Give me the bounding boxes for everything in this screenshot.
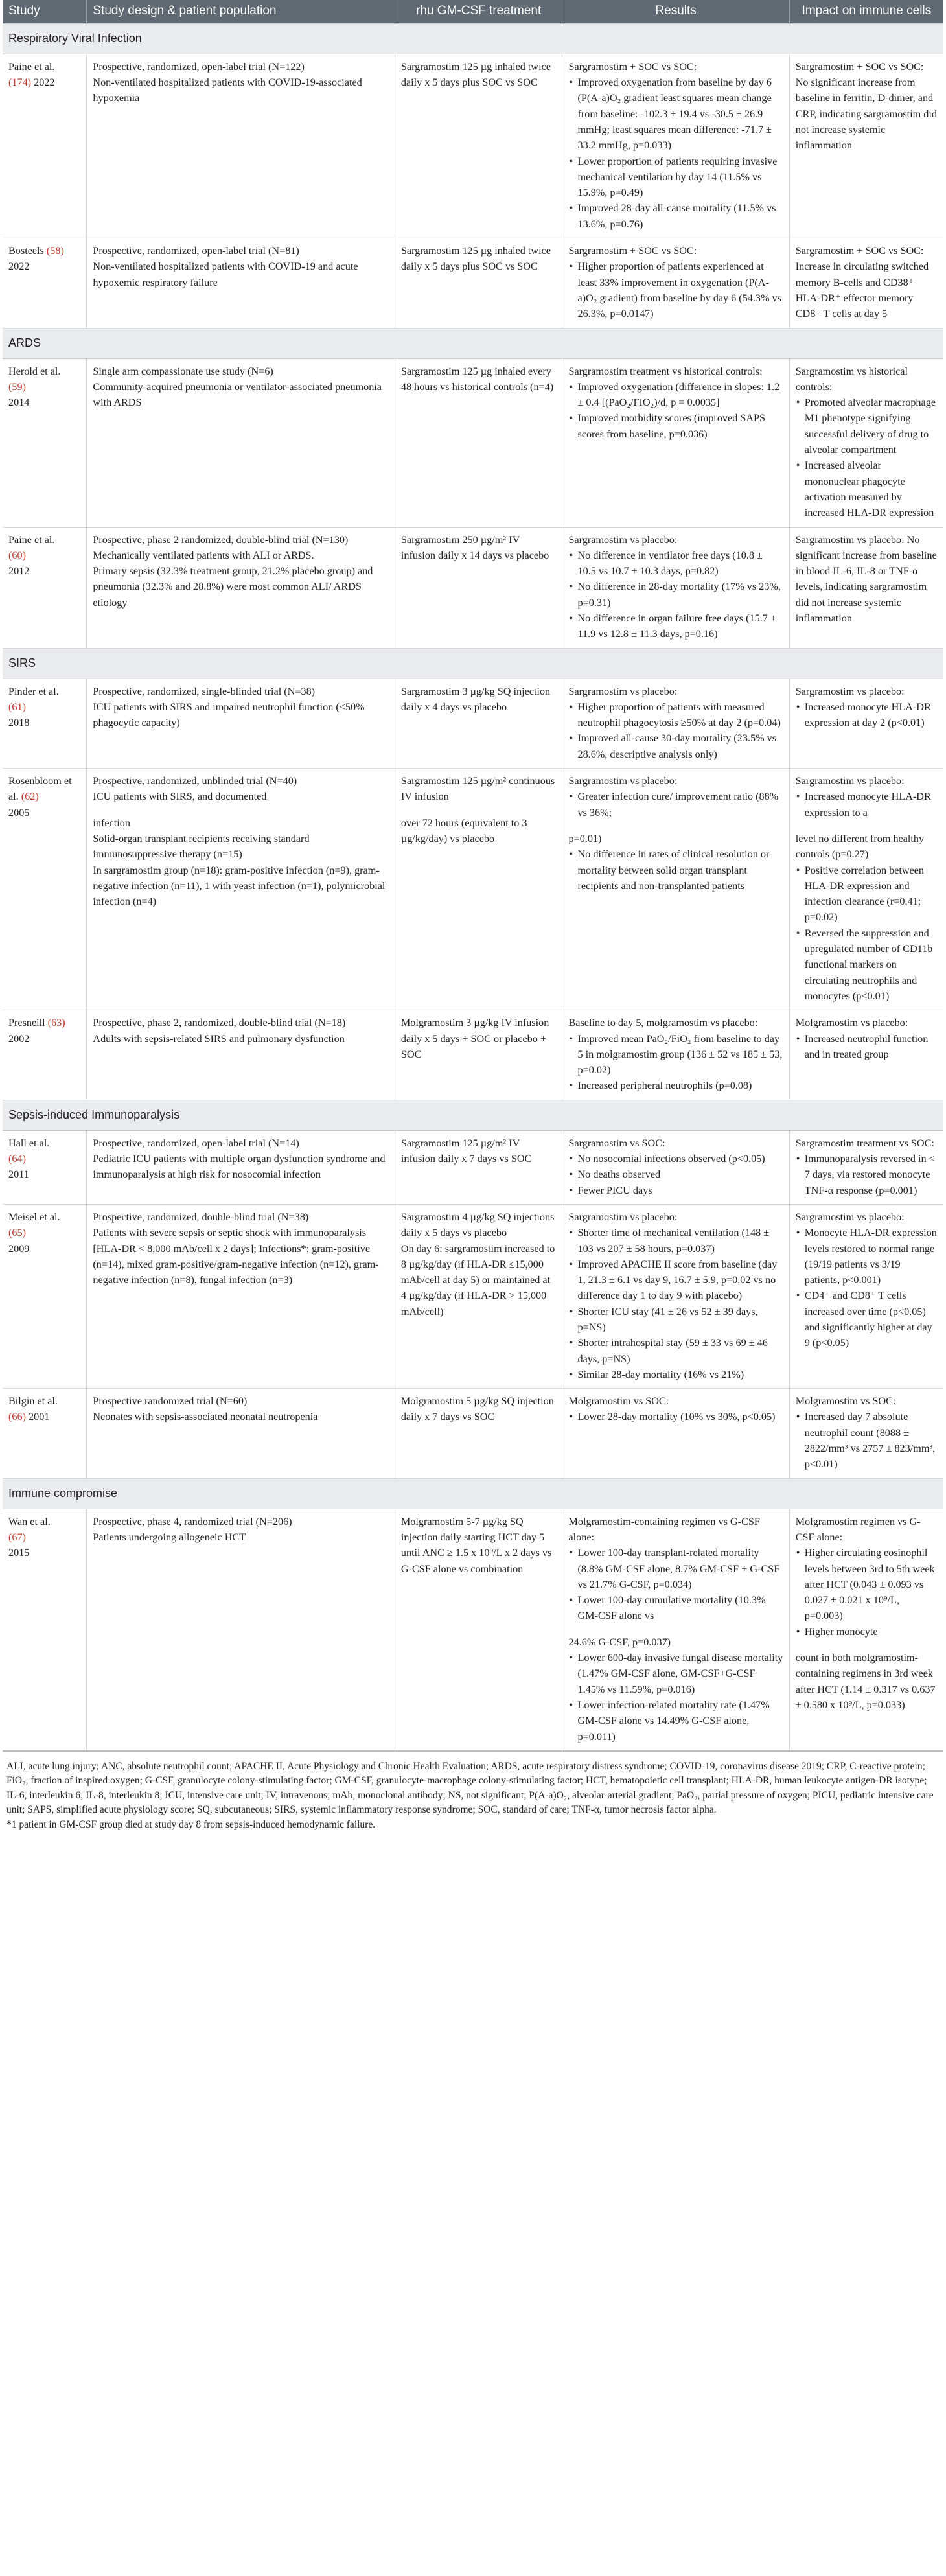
section-row [3,1478,943,1509]
results-intro: Sargramostim vs SOC: [568,1137,665,1149]
study-cell [3,1389,87,1478]
impact-intro: Molgramostim vs placebo: [795,1017,908,1029]
study-cell [3,54,87,238]
study-cell [3,238,87,328]
design-text: Prospective, randomized, open-label trial (N=14) [93,1137,299,1149]
impact-intro: Sargramostim treatment vs SOC: [795,1137,934,1149]
results-intro: Molgramostim-containing regimen vs G-CSF alone: [568,1515,760,1543]
design-cell [87,1204,395,1388]
result-item: • Shorter time of mechanical ventilation (148 ± 103 vs 207 ± 58 hours, p=0.037) [577,1225,783,1257]
treatment-cell [395,769,562,1010]
treatment-cell [395,1204,562,1388]
study-cell [3,1130,87,1204]
impact-list [796,789,938,820]
result-item: • Higher proportion of patients with measured neutrophil phagocytosis ≥50% at day 2 (p=0.04) [577,699,783,731]
result-item: • No difference in ventilator free days (10.8 ± 10.5 vs 10.7 ± 10.3 days, p=0.82) [577,548,783,579]
design-text: Prospective, randomized, open-label trial (N=122) [93,60,305,73]
impact-cell [789,769,943,1010]
impact-cell: Sargramostim + SOC vs SOC: No significant increase from baseline in ferritin, D-dimer, and CRP, indicating sargramostim did not increase systemic inflammation [789,54,943,238]
design-cell [87,1130,395,1204]
population-text: Solid-organ transplant recipients receiving standard immunosuppressive therapy (n=15) [93,832,310,861]
result-item: • No difference in 28-day mortality (17% vs 23%, p=0.31) [577,579,783,610]
spacer [401,805,557,815]
table-row [3,1389,943,1478]
reference-link[interactable]: (58) [46,245,64,257]
section-sepsis: Sepsis-induced Immunoparalysis [3,1100,943,1130]
treatment-cell: Molgramostim 3 µg/kg IV infusion daily x 5 days + SOC or placebo + SOC [395,1010,562,1100]
treatment-cell: Sargramostim 125 µg/m² IV infusion daily x 7 days vs SOC [395,1130,562,1204]
study-author: Presneill [8,1017,45,1029]
impact-intro: Sargramostim vs placebo: [795,775,905,787]
design-cell [87,527,395,648]
results-cell [562,358,789,527]
study-year: 2015 [8,1547,30,1559]
design-cell [87,1389,395,1478]
table-row [3,54,943,238]
treatment-cell: Molgramostim 5 µg/kg SQ injection daily x 7 days vs SOC [395,1389,562,1478]
study-author: Bilgin et al. [8,1395,58,1408]
design-cell [87,1010,395,1100]
population-text: Patients with severe sepsis or septic shock with immunoparalysis [HLA-DR < 8,000 mAb/cell x 2 days]; Infections*: gram-positive (n=14), mixed gram-positive/gram-negative infection (n=12), gram-negative infection (n=8), fungal infection (n=3) [93,1227,379,1286]
results-cell [562,527,789,648]
header-design: Study design & patient population [87,0,395,23]
footer-row [3,1751,943,1835]
impact-cell [789,1509,943,1751]
results-list [568,1409,783,1424]
results-cell [562,1509,789,1751]
results-intro: Sargramostim + SOC vs SOC: [568,60,697,73]
impact-item: • Increased monocyte HLA-DR expression to a [805,789,938,820]
spacer [568,820,783,831]
table-row [3,679,943,768]
study-cell [3,769,87,1010]
design-text: Prospective, phase 4, randomized trial (N=206) [93,1515,292,1527]
result-item: • Lower 100-day transplant-related mortality (8.8% GM-CSF alone, 8.7% GM-CSF + G-CSF vs 21.7% G-CSF, p=0.034) [577,1545,783,1592]
result-item: • Shorter ICU stay (41 ± 26 vs 52 ± 39 days, p=NS) [577,1304,783,1336]
treatment-text: Sargramostim 4 µg/kg SQ injections daily x 5 days vs placebo [400,1211,555,1239]
section-ards: ARDS [3,328,943,358]
section-respiratory: Respiratory Viral Infection [3,23,943,54]
result-item: • Increased peripheral neutrophils (p=0.08) [577,1078,783,1093]
result-item: • Improved oxygenation from baseline by day 6 (P(A-a)O₂ gradient least squares mean change from baseline: -102.3 ± 19.4 vs -30.5 ± 26.9 mmHg; least squares mean difference: -71.7 ± 33.2 mmHg, p=0.033) [577,75,783,153]
table-row [3,238,943,328]
impact-cell [789,358,943,527]
section-row [3,648,943,679]
design-text: Prospective, randomized, open-label trial (N=81) [93,245,299,257]
impact-item: • Higher circulating eosinophil levels between 3rd to 5th week after HCT (0.043 ± 0.093 vs 0.027 ± 0.021 x 10⁹/L, p=0.003) [805,1545,938,1623]
impact-item: • Increased day 7 absolute neutrophil count (8088 ± 2822/mm³ vs 2757 ± 823/mm³, p<0.01) [805,1409,938,1472]
table-row [3,1010,943,1100]
population-text: Primary sepsis (32.3% treatment group, 21.2% placebo group) and pneumonia (32.3% and 28.8%) were most common ALI/ ARDS etiology [93,565,373,609]
treatment-cell: Sargramostim 125 µg inhaled twice daily x 5 days plus SOC vs SOC [395,238,562,328]
footnote-text: *1 patient in GM-CSF group died at study day 8 from sepsis-induced hemodynamic failure. [6,1818,376,1830]
results-list [568,548,783,642]
design-text: Prospective, phase 2, randomized, double-blind trial (N=18) [93,1017,346,1029]
results-cell [562,1010,789,1100]
impact-intro: Sargramostim vs placebo: [795,1211,905,1223]
reference-link[interactable]: (60) [8,549,26,561]
table-row [3,358,943,527]
impact-cell [789,1130,943,1204]
reference-link[interactable]: (174) [8,76,32,89]
results-cell [562,238,789,328]
population-text: Adults with sepsis-related SIRS and pulmonary dysfunction [93,1032,345,1045]
study-author: Hall et al. [8,1137,50,1149]
header-treatment: rhu GM-CSF treatment [395,0,562,23]
design-text: Prospective randomized trial (N=60) [93,1395,248,1408]
impact-list [796,395,938,520]
study-author: Herold et al. [8,365,61,377]
result-item: • Lower proportion of patients requiring invasive mechanical ventilation by day 14 (11.5% vs 15.9%, p=0.49) [577,154,783,201]
impact-intro: Sargramostim vs placebo: [795,685,905,697]
impact-list [796,1225,938,1351]
design-text: Prospective, randomized, double-blind trial (N=38) [93,1211,309,1223]
population-text: In sargramostim group (n=18): gram-positive infection (n=9), gram-negative infection (n=11), 1 with yeast infection (n=1), polymicrobial infection (n=4) [93,864,386,908]
results-cell [562,1204,789,1388]
results-list [568,1031,783,1094]
result-item: • Lower 100-day cumulative mortality (10.3% GM-CSF alone vs [577,1592,783,1624]
impact-item: • Higher monocyte [805,1624,938,1640]
study-year: 2022 [34,76,55,89]
result-item: • No deaths observed [577,1166,783,1182]
study-year: 2018 [8,717,30,729]
result-item: • Improved mean PaO₂/FiO₂ from baseline to day 5 in molgramostim group (136 ± 52 vs 185 ± 53, p=0.02) [577,1031,783,1078]
reference-link[interactable]: (59) [8,380,26,393]
study-year: 2002 [8,1032,30,1045]
design-cell [87,769,395,1010]
table-footnotes [3,1751,943,1835]
population-text: Non-ventilated hospitalized patients with COVID-19-associated hypoxemia [93,76,362,104]
study-author: Paine et al. [8,60,55,73]
treatment-cell: Sargramostim 125 µg inhaled twice daily x 5 days plus SOC vs SOC [395,54,562,238]
result-item: • Lower 600-day invasive fungal disease mortality (1.47% GM-CSF alone, GM-CSF+G-CSF 1.45% vs 11.59%, p=0.016) [577,1650,783,1697]
treatment-cell: Sargramostim 125 µg inhaled every 48 hours vs historical controls (n=4) [395,358,562,527]
design-cell [87,679,395,768]
section-row [3,1100,943,1130]
treatment-text: On day 6: sargramostim increased to 8 µg/kg/day (if HLA-DR ≤15,000 mAb/cell at day 5) or maintained at 4 µg/kg/day (if HLA-DR > 15,000 mAb/cell) [400,1242,555,1317]
results-cell [562,1389,789,1478]
impact-cell [789,1010,943,1100]
impact-item: • Increased monocyte HLA-DR expression at day 2 (p<0.01) [805,699,938,731]
reference-link[interactable]: (64) [8,1153,26,1165]
treatment-text: Sargramostim 125 µg/m² continuous IV infusion [400,775,555,803]
population-text: ICU patients with SIRS, and documented [93,791,267,803]
result-item: • Lower infection-related mortality rate (1.47% GM-CSF alone vs 14.49% G-CSF alone, p=0.011) [577,1697,783,1745]
header-row [3,0,943,23]
impact-cell [789,1204,943,1388]
results-intro: Molgramostim vs SOC: [568,1395,669,1408]
population-text: Community-acquired pneumonia or ventilator-associated pneumonia with ARDS [93,380,382,409]
study-year: 2011 [8,1168,29,1181]
spacer [568,1624,783,1634]
section-sirs: SIRS [3,648,943,679]
header-results: Results [562,0,789,23]
result-item: • Shorter intrahospital stay (59 ± 33 vs 69 ± 46 days, p=NS) [577,1335,783,1367]
study-cell [3,527,87,648]
result-item: • Improved oxygenation (difference in slopes: 1.2 ± 0.4 [(PaO₂/FIO₂)/d, p = 0.0035] [577,379,783,411]
impact-item: • CD4⁺ and CD8⁺ T cells increased over time (p<0.05) and significantly higher at day 9 (p<0.05) [805,1288,938,1351]
study-author: Meisel et al. [8,1211,60,1223]
study-year: 2009 [8,1242,30,1255]
study-year: 2005 [8,806,30,818]
spacer [796,1640,938,1650]
impact-intro: Molgramostim vs SOC: [795,1395,896,1408]
result-item: • Fewer PICU days [577,1183,783,1198]
study-year: 2014 [8,397,30,409]
impact-item: • Increased alveolar mononuclear phagocyte activation measured by increased HLA-DR expression [805,458,938,520]
result-item: • Greater infection cure/ improvement ratio (88% vs 36%; [577,789,783,820]
impact-intro: Sargramostim vs historical controls: [795,365,908,393]
section-row [3,23,943,54]
study-cell [3,1010,87,1100]
section-row [3,328,943,358]
results-list [568,259,783,321]
abbreviations-text: ALI, acute lung injury; ANC, absolute neutrophil count; APACHE II, Acute Physiology and Chronic Health Evaluation; ARDS, acute respiratory distress syndrome; COVID-19, coronavirus disease 2019; CRP, C-reactive protein; FiO₂, fraction of inspired oxygen; G-CSF, granulocyte colony-stimulating factor; GM-CSF, granulocyte-macrophage colony-stimulating factor; HCT, hematopoietic cell transplant; HLA-DR, human leukocyte antigen-DR isotype; IL-6, interleukin 6; IL-8, interleukin 8; ICU, intensive care unit; IV, intravenous; mAb, monoclonal antibody; NS, not significant; P(A-a)O₂, alveolar-arterial gradient; PaO₂, partial pressure of oxygen; PICU, pediatric intensive care unit; SAPS, simplified acute physiology score; SQ, subcutaneous; SIRS, systemic inflammatory response syndrome; SOC, standard of care; TNF-α, tumor necrosis factor alpha. [6,1760,934,1816]
spacer [796,820,938,831]
study-cell [3,1204,87,1388]
study-year: 2001 [29,1411,50,1423]
spacer [93,805,388,815]
design-cell [87,54,395,238]
results-cell [562,769,789,1010]
results-intro: Sargramostim vs placebo: [568,775,678,787]
design-text: Prospective, randomized, unblinded trial (N=40) [93,775,297,787]
table-row [3,769,943,1010]
table-row [3,1204,943,1388]
table-row [3,527,943,648]
reference-link[interactable]: (65) [8,1227,26,1239]
design-cell [87,238,395,328]
impact-list [796,1409,938,1472]
impact-list [796,1151,938,1198]
result-continuation: 24.6% G-CSF, p=0.037) [568,1636,671,1648]
study-author: Paine et al. [8,533,55,546]
results-list [568,1151,783,1198]
impact-cell: Sargramostim vs placebo: No significant increase from baseline in blood IL-6, IL-8 or TNF-α levels, indicating sargramostim did not increase systemic inflammation [789,527,943,648]
impact-item: • Promoted alveolar macrophage M1 phenotype signifying successful delivery of drug to alveolar compartment [805,395,938,458]
results-intro: Sargramostim vs placebo: [568,1211,678,1223]
impact-cell [789,1389,943,1478]
results-list [568,789,783,820]
study-author: Wan et al. [8,1515,51,1527]
result-item: • Higher proportion of patients experienced at least 33% improvement in oxygenation (P(A-a)O₂ gradient) from baseline by day 6 (54.3% vs 26.3%, p=0.0147) [577,259,783,321]
design-cell [87,1509,395,1751]
impact-intro: Molgramostim regimen vs G-CSF alone: [795,1515,921,1543]
results-cell [562,54,789,238]
result-item: • Lower 28-day mortality (10% vs 30%, p<0.05) [577,1409,783,1424]
reference-link[interactable]: (63) [47,1017,65,1029]
results-list [568,1545,783,1623]
results-intro: Sargramostim treatment vs historical controls: [568,365,763,377]
treatment-cell: Sargramostim 250 µg/m² IV infusion daily x 14 days vs placebo [395,527,562,648]
population-text: Neonates with sepsis-associated neonatal neutropenia [93,1411,318,1423]
impact-cell: Sargramostim + SOC vs SOC: Increase in circulating switched memory B-cells and CD38⁺ HLA-DR⁺ effector memory CD8⁺ T cells at day 5 [789,238,943,328]
treatment-text: over 72 hours (equivalent to 3 µg/kg/day) vs placebo [400,817,527,844]
results-list [568,1225,783,1382]
result-item: • Improved morbidity scores (improved SAPS scores from baseline, p=0.036) [577,410,783,442]
study-cell [3,358,87,527]
design-text: Prospective, phase 2 randomized, double-blind trial (N=130) [93,533,349,546]
population-text: infection [93,817,130,829]
results-list [568,379,783,442]
results-list [568,75,783,232]
results-cell [562,1130,789,1204]
impact-item: • Monocyte HLA-DR expression levels restored to normal range (19/19 patients vs 3/19 patients, p<0.001) [805,1225,938,1288]
result-item: • Improved all-cause 30-day mortality (23.5% vs 28.6%, descriptive analysis only) [577,730,783,762]
impact-item: • Positive correlation between HLA-DR expression and infection clearance (r=0.41; p=0.02) [805,863,938,925]
table-row [3,1130,943,1204]
population-text: Pediatric ICU patients with multiple organ dysfunction syndrome and immunoparalysis at high risk for nosocomial infection [93,1153,386,1181]
result-item: • Similar 28-day mortality (16% vs 21%) [577,1367,783,1382]
reference-link[interactable]: (67) [8,1531,26,1543]
table-row [3,1509,943,1751]
reference-link[interactable]: (66) [8,1411,26,1423]
study-year: 2022 [8,261,30,273]
design-text: Prospective, randomized, single-blinded trial (N=38) [93,685,316,697]
impact-item: • Reversed the suppression and upregulated number of CD11b functional markers on circulating neutrophils and monocytes (p<0.01) [805,925,938,1004]
study-author: Pinder et al. [8,685,59,697]
result-item: • No nosocomial infections observed (p<0.05) [577,1151,783,1166]
header-impact: Impact on immune cells [789,0,943,23]
results-cell [562,679,789,768]
impact-item: • Increased neutrophil function and in treated group [805,1031,938,1063]
treatment-cell: Molgramostim 5-7 µg/kg SQ injection daily starting HCT day 5 until ANC ≥ 1.5 x 10⁹/L x 2 days vs G-CSF alone vs combination [395,1509,562,1751]
study-author: Rosenbloom et al. [8,775,72,803]
results-list [568,846,783,894]
reference-link[interactable]: (61) [8,701,26,713]
result-item: • Improved 28-day all-cause mortality (11.5% vs 13.6%, p=0.76) [577,200,783,232]
result-item: • Improved APACHE II score from baseline (day 1, 21.3 ± 6.1 vs day 9, 16.7 ± 5.9, p=0.02 vs no difference day 1 to day 9 with placebo) [577,1257,783,1304]
study-cell [3,1509,87,1751]
results-intro: Sargramostim + SOC vs SOC: [568,245,697,257]
study-author: Bosteels [8,245,44,257]
results-intro: Sargramostim vs placebo: [568,533,678,546]
population-text: Mechanically ventilated patients with ALI or ARDS. [93,549,314,561]
population-text: Patients undergoing allogeneic HCT [93,1531,246,1543]
impact-continuation: count in both molgramostim-containing regimens in 3rd week after HCT (1.14 ± 0.317 vs 0.637 ± 0.580 x 10⁹/L, p=0.033) [795,1652,936,1711]
section-immune-compromise: Immune compromise [3,1478,943,1509]
impact-cell [789,679,943,768]
population-text: Non-ventilated hospitalized patients with COVID-19 and acute hypoxemic respiratory failure [93,261,358,288]
result-item: • No difference in organ failure free days (15.7 ± 11.9 vs 12.8 ± 11.3 days, p=0.16) [577,610,783,642]
design-cell [87,358,395,527]
study-year: 2012 [8,565,30,577]
gm-csf-trials-table [3,0,943,1835]
impact-list [796,1545,938,1640]
treatment-cell: Sargramostim 3 µg/kg SQ injection daily x 4 days vs placebo [395,679,562,768]
header-study: Study [3,0,87,23]
study-cell [3,679,87,768]
results-intro: Sargramostim vs placebo: [568,685,678,697]
population-text: ICU patients with SIRS and impaired neutrophil function (<50% phagocytic capacity) [93,701,365,729]
impact-list [796,699,938,731]
impact-continuation: level no different from healthy controls (p=0.27) [795,832,925,861]
results-list [568,1650,783,1745]
results-intro: Baseline to day 5, molgramostim vs placebo: [568,1017,758,1029]
impact-list [796,1031,938,1063]
results-list [568,699,783,762]
impact-list [796,863,938,1004]
result-continuation: p=0.01) [568,832,602,844]
impact-item: • Immunoparalysis reversed in < 7 days, via restored monocyte TNF-α response (p=0.001) [805,1151,938,1198]
reference-link[interactable]: (62) [21,791,39,803]
result-item: • No difference in rates of clinical resolution or mortality between solid organ transplant recipients and non-transplanted patients [577,846,783,894]
design-text: Single arm compassionate use study (N=6) [93,365,273,377]
